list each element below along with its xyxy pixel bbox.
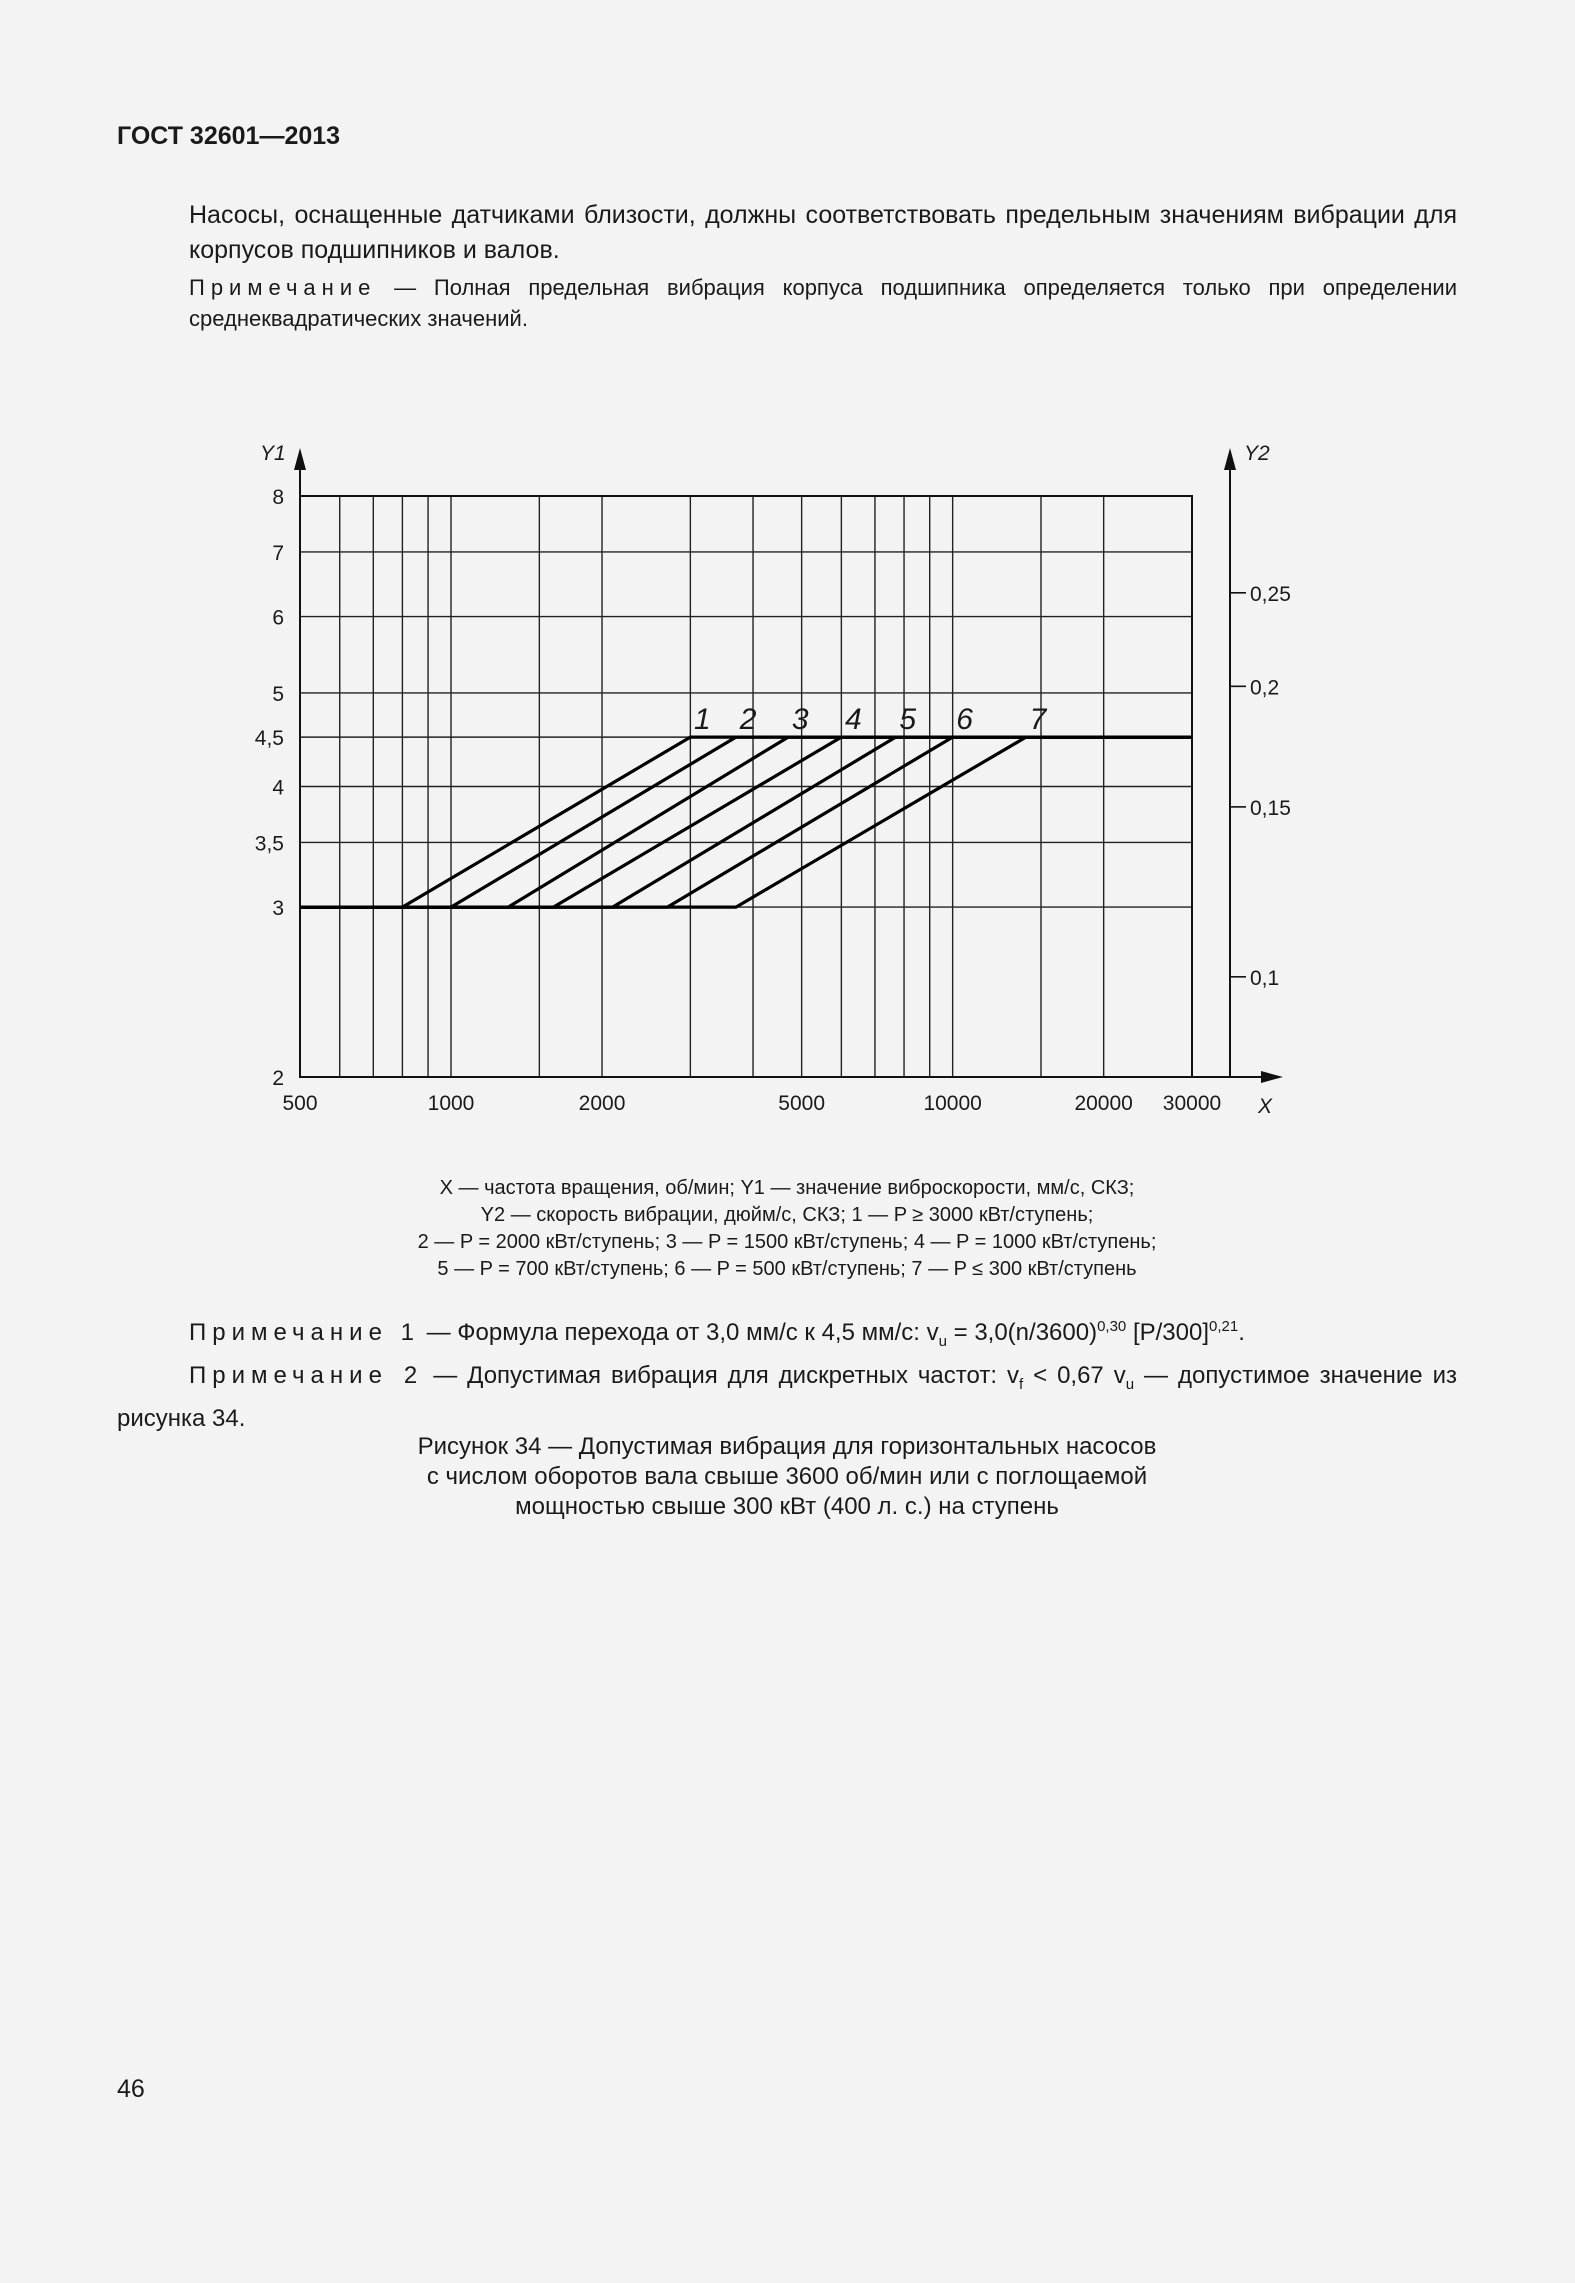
note-2-text-b: < 0,67 v [1023, 1361, 1126, 1389]
note-text: — Полная предельная вибрация корпуса подшипника определяется только при определении среднеквадратических значений. [189, 275, 1457, 331]
x-axis-arrow [1261, 1071, 1283, 1083]
x-tick-label: 500 [282, 1092, 318, 1115]
note-1-text-a: — Формула перехода от 3,0 мм/с к 4,5 мм/с: v [426, 1319, 939, 1346]
y2-tick-label: 0,15 [1250, 796, 1291, 820]
caption-line-1: Рисунок 34 — Допустимая вибрация для горизонтальных насосов [417, 1433, 1157, 1460]
legend-line-2: Y2 — скорость вибрации, дюйм/с, СКЗ; 1 — P ≥ 3000 кВт/ступень; [480, 1204, 1094, 1226]
y1-tick-label: 5 [272, 682, 284, 706]
note-2 [117, 1359, 1457, 1436]
intro-text: Насосы, оснащенные датчиками близости, должны соответствовать предельным значениям вибрации для корпусов подшипников и валов. [189, 201, 1457, 264]
note-2-text-a: — Допустимая вибрация для дискретных частот: v [433, 1361, 1019, 1389]
series-line-3 [300, 737, 1192, 907]
figure-notes [117, 1310, 1457, 1436]
series-label-6: 6 [956, 703, 973, 737]
legend-line-4: 5 — P = 700 кВт/ступень; 6 — P = 500 кВт/ступень; 7 — P ≤ 300 кВт/ступень [437, 1258, 1137, 1280]
series-label-7: 7 [1029, 703, 1047, 737]
figure-legend [117, 1175, 1457, 1283]
note-2-sub-f: f [1018, 1375, 1024, 1393]
figure-caption [117, 1432, 1457, 1522]
note-2-label: Примечание 2 [189, 1361, 424, 1389]
y1-tick-label: 4,5 [254, 727, 284, 751]
note-2-text-c: — допустимое значение из рисунка 34. [117, 1361, 1457, 1432]
note-1-sup-a: 0,30 [1097, 1318, 1127, 1335]
note-1-sub: u [938, 1332, 947, 1350]
x-tick-label: 10000 [923, 1092, 982, 1115]
y1-tick-label: 4 [272, 776, 284, 800]
x-tick-label: 5000 [778, 1092, 826, 1115]
caption-line-3: мощностью свыше 300 кВт (400 л. с.) на ступень [515, 1493, 1059, 1520]
caption-line-2: с числом оборотов вала свыше 3600 об/мин или с поглощаемой [426, 1463, 1148, 1490]
note-1-sup-b: 0,21 [1209, 1318, 1239, 1335]
y1-tick-label: 3,5 [254, 832, 284, 856]
series-label-2: 2 [739, 703, 757, 737]
x-tick-label: 1000 [427, 1092, 475, 1115]
legend-line-1: X — частота вращения, об/мин; Y1 — значение виброскорости, мм/с, СКЗ; [439, 1177, 1135, 1199]
y1-tick-label: 8 [272, 486, 284, 509]
series-label-4: 4 [845, 703, 862, 737]
series-label-3: 3 [791, 703, 809, 737]
series-label-5: 5 [899, 703, 917, 737]
x-tick-label: 2000 [578, 1092, 626, 1115]
note-1-label: Примечание 1 [189, 1319, 420, 1346]
x-axis-label: X [1258, 1095, 1273, 1118]
note-1-text-c: [P/300] [1126, 1319, 1210, 1346]
note-1-text-d: . [1238, 1319, 1245, 1346]
y1-tick-label: 3 [272, 897, 284, 921]
y2-axis-arrow [1224, 448, 1236, 470]
note-2-sub-u: u [1125, 1375, 1135, 1393]
y1-tick-label: 7 [272, 541, 284, 565]
y1-axis-arrow [294, 448, 306, 470]
legend-line-3: 2 — P = 2000 кВт/ступень; 3 — P = 1500 кВт/ступень; 4 — P = 1000 кВт/ступень; [417, 1231, 1157, 1253]
y1-axis-label: Y1 [260, 442, 286, 465]
x-tick-label: 30000 [1162, 1092, 1222, 1115]
y1-tick-label: 2 [272, 1067, 284, 1090]
series-label-1: 1 [694, 703, 711, 737]
y2-axis-label: Y2 [1244, 442, 1270, 465]
document-header: ГОСТ 32601—2013 [117, 122, 341, 150]
y2-tick-label: 0,1 [1250, 966, 1280, 990]
y2-tick-label: 0,2 [1250, 676, 1280, 700]
y2-tick-label: 0,25 [1250, 582, 1291, 606]
note-1 [117, 1310, 1457, 1359]
note-label: Примечание [189, 275, 377, 300]
note-1-text-b: = 3,0(n/3600) [946, 1319, 1098, 1346]
y1-tick-label: 6 [272, 606, 284, 630]
page-number: 46 [117, 2075, 145, 2103]
x-tick-label: 20000 [1074, 1092, 1133, 1115]
